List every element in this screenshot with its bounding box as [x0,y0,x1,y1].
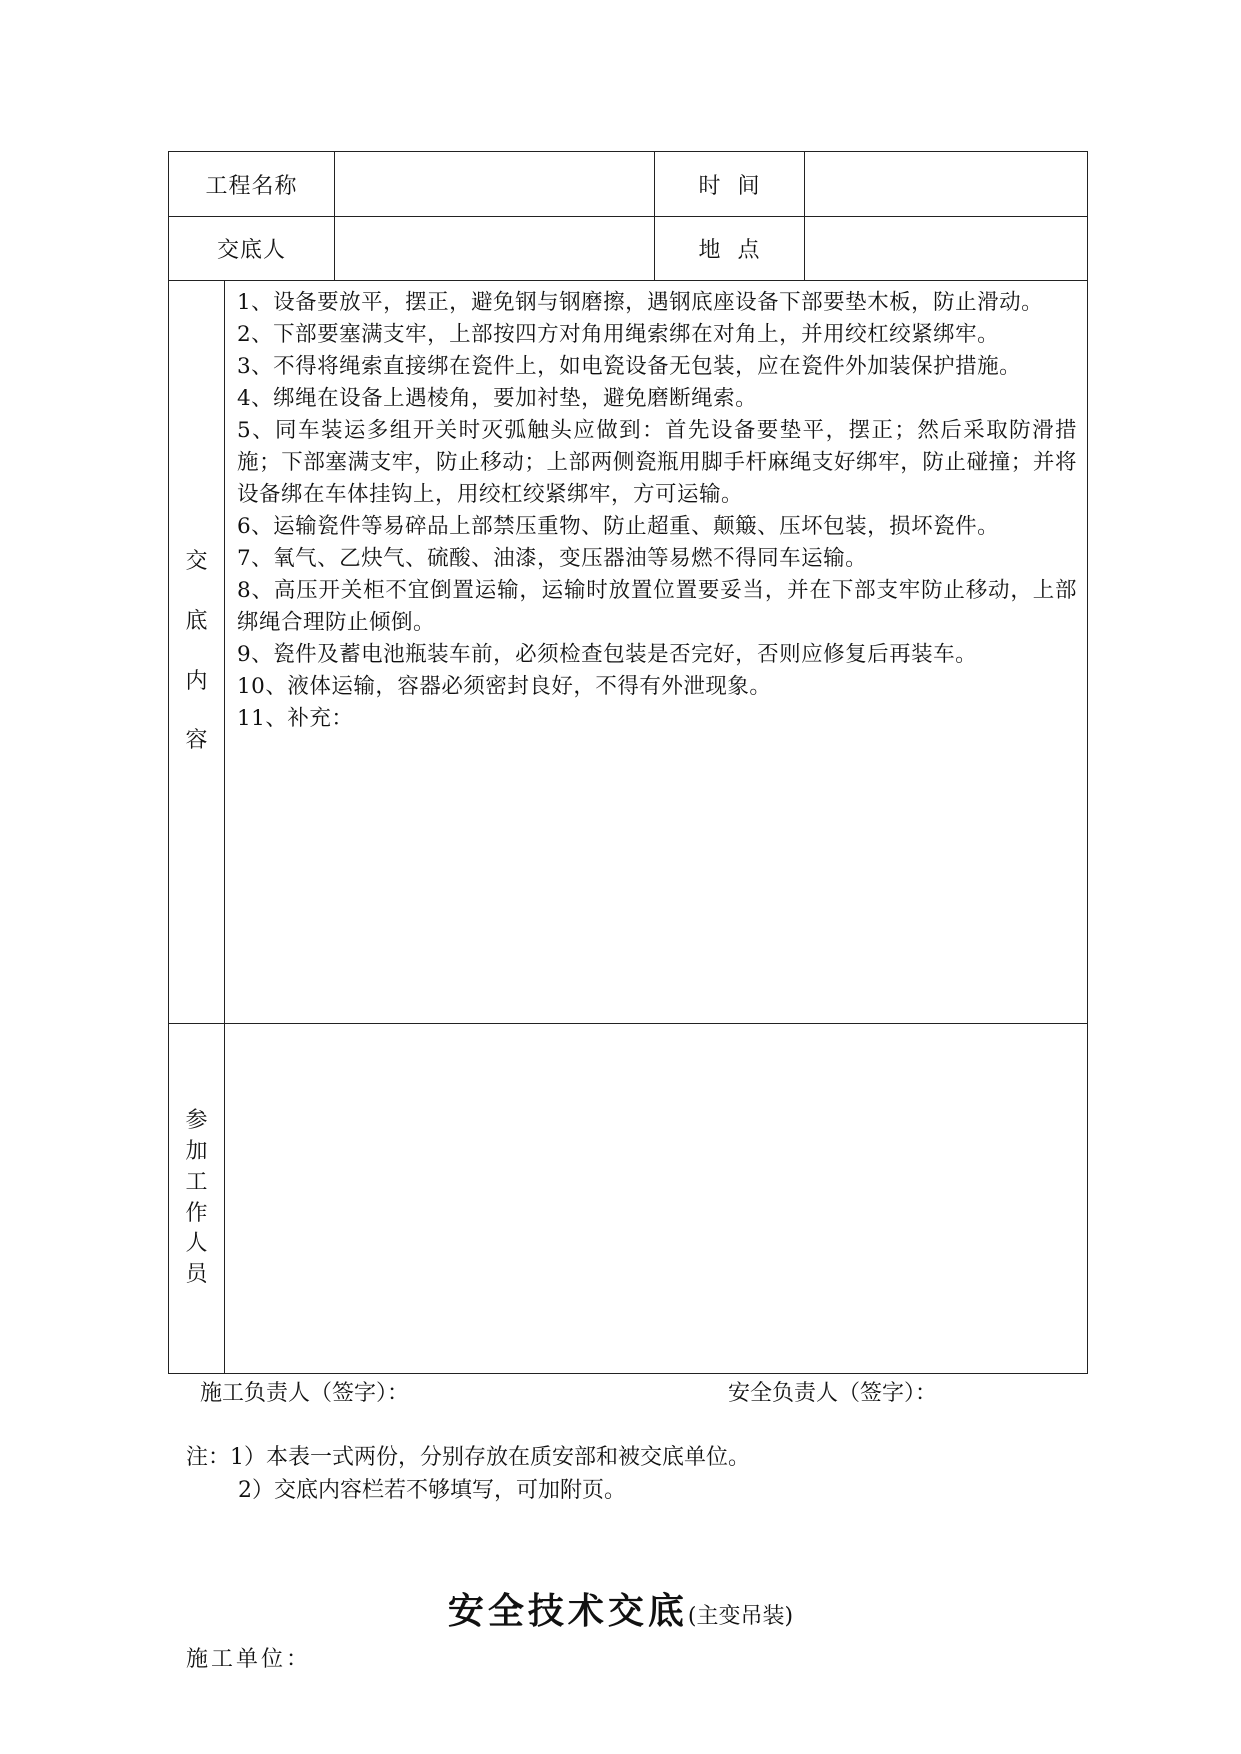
construction-unit-label: 施工单位： [186,1647,312,1672]
participants-label-char: 参 [185,1108,208,1134]
row-project-time [169,152,1088,217]
next-document-heading [0,1583,1241,1634]
content-item: 7、氧气、乙炔气、硫酸、油漆，变压器油等易燃不得同车运输。 [237,546,868,571]
content-item: 8、高压开关柜不宜倒置运输，运输时放置位置要妥当，并在下部支牢防止移动，上部绑绳合理防止倾倒。 [237,578,1078,635]
location-label: 地 点 [655,217,805,281]
participants-label-char: 工 [185,1169,208,1195]
content-item-supplement: 11、补充： [237,706,354,731]
next-document-title: 安全技术交底 [447,1590,688,1632]
project-name-label: 工程名称 [169,152,335,217]
row-participants [169,1024,1088,1374]
content-section-label [169,281,225,1024]
participants-label-char: 人 [185,1231,208,1257]
disclosure-form-table [168,151,1088,1374]
participants-label-char: 作 [185,1200,208,1226]
time-field[interactable] [805,152,1088,217]
content-item: 4、绑绳在设备上遇棱角，要加衬垫，避免磨断绳索。 [237,386,758,411]
construction-lead-signature-label: 施工负责人（签字）： [200,1381,410,1406]
content-item: 6、运输瓷件等易碎品上部禁压重物、防止超重、颠簸、压坏包装，损坏瓷件。 [237,514,1000,539]
content-item: 2、下部要塞满支牢，上部按四方对角用绳索绑在对角上，并用绞杠绞紧绑牢。 [237,322,1000,347]
content-item: 10、液体运输，容器必须密封良好，不得有外泄现象。 [237,674,772,699]
time-label: 时 间 [655,152,805,217]
content-item: 3、不得将绳索直接绑在瓷件上，如电瓷设备无包装，应在瓷件外加装保护措施。 [237,354,1022,379]
presenter-field[interactable] [335,217,655,281]
content-label-char: 容 [185,728,208,754]
participants-field[interactable] [225,1024,1088,1374]
content-item: 1、设备要放平，摆正，避免钢与钢磨擦，遇钢底座设备下部要垫木板，防止滑动。 [237,290,1044,315]
form-notes [186,1441,750,1507]
signature-row [200,1376,1080,1410]
row-presenter-location [169,217,1088,281]
participants-section-label [169,1024,225,1374]
content-item: 5、同车装运多组开关时灭弧触头应做到：首先设备要垫平，摆正；然后采取防滑措施；下部塞满支牢，防止移动；上部两侧瓷瓶用脚手杆麻绳支好绑牢，防止碰撞；并将设备绑在车体挂钩上，用绞杠绞紧绑牢，方可运输。 [237,418,1078,507]
next-document-subtitle: (主变吊装) [687,1604,794,1629]
content-item-list [225,281,1087,735]
content-label-char: 内 [185,668,208,694]
note-line-1: 注：1）本表一式两份，分别存放在质安部和被交底单位。 [186,1445,750,1470]
presenter-label: 交底人 [169,217,335,281]
content-field[interactable] [225,281,1088,1024]
content-label-char: 底 [185,608,208,634]
participants-label-char: 员 [185,1262,208,1288]
row-content [169,281,1088,1024]
project-name-field[interactable] [335,152,655,217]
location-field[interactable] [805,217,1088,281]
note-line-2: 2）交底内容栏若不够填写，可加附页。 [238,1478,626,1503]
safety-lead-signature-label: 安全负责人（签字）： [728,1381,938,1406]
participants-label-char: 加 [185,1138,208,1164]
content-label-char: 交 [185,548,208,574]
content-item: 9、瓷件及蓄电池瓶装车前，必须检查包装是否完好，否则应修复后再装车。 [237,642,978,667]
